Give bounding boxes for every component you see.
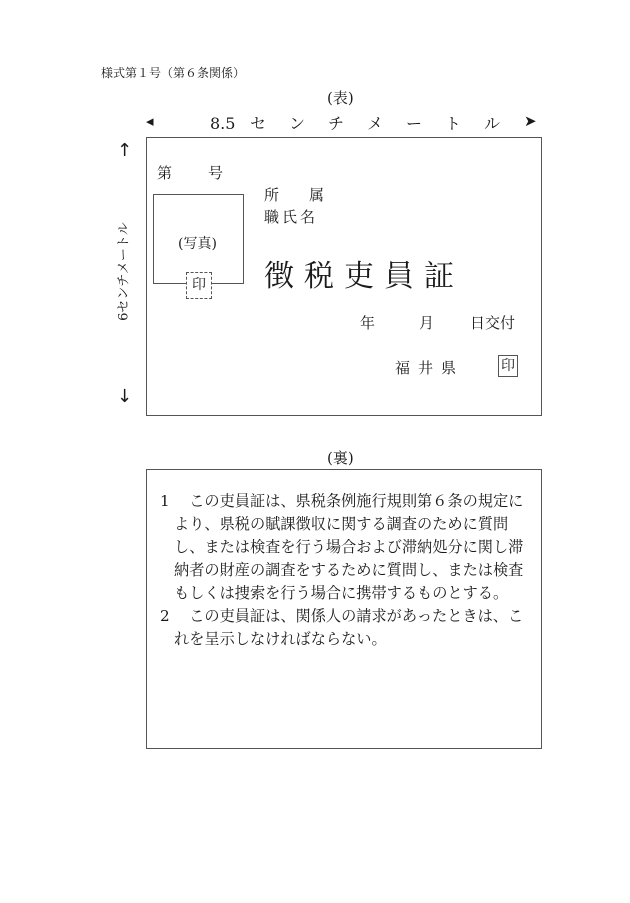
issue-month: 月 — [419, 314, 435, 332]
affiliation-a: 所 — [264, 186, 280, 204]
id-go: 号 — [208, 164, 224, 182]
front-heading: (表) — [327, 89, 354, 107]
issuer-stamp-seal: 印 — [498, 355, 518, 377]
arrow-up-icon: ↑ — [117, 140, 133, 161]
width-char: ー — [406, 114, 423, 133]
id-dai: 第 — [157, 164, 173, 182]
form-number: 様式第１号（第６条関係） — [101, 66, 246, 80]
width-char: セ — [250, 114, 267, 133]
id-number — [157, 162, 223, 183]
affiliation-b: 属 — [309, 186, 325, 204]
clause-item — [160, 490, 530, 605]
width-label — [210, 111, 500, 134]
arrow-down-icon: ↓ — [117, 386, 133, 407]
height-label: 6センチメートル — [116, 222, 132, 321]
issue-day: 日交付 — [470, 314, 516, 332]
clause-item — [160, 605, 530, 651]
width-char: ン — [289, 114, 306, 133]
photo-stamp-seal: 印 — [186, 272, 212, 299]
photo-label: (写真) — [178, 236, 217, 252]
clause-number: 2 — [160, 607, 170, 625]
width-char: メ — [367, 114, 384, 133]
back-heading: (裏) — [327, 449, 354, 467]
width-char: チ — [328, 114, 345, 133]
issuer: 福井県 — [395, 359, 465, 377]
issue-year: 年 — [360, 314, 376, 332]
clause-list — [160, 490, 530, 651]
clause-text: この吏員証は、県税条例施行規則第６条の規定により、県税の賦課徴収に関する調査のために質問し、または検査を行う場合および滞納処分に関し滞納者の財産の調査をするために質問し、または検査もしくは捜索を行う場合に携帯するものとする。 — [174, 492, 524, 602]
card-title: 徴税吏員証 — [264, 259, 464, 294]
width-char: ト — [445, 114, 462, 133]
width-char: ル — [484, 114, 501, 133]
clause-text: この吏員証は、関係人の請求があったときは、これを呈示しなければならない。 — [174, 607, 524, 648]
arrow-right-icon: ➤ — [524, 112, 537, 130]
arrow-left-icon: ◂ — [146, 112, 154, 130]
clause-number: 1 — [160, 492, 170, 510]
issue-date — [360, 312, 515, 333]
affiliation-label — [264, 184, 324, 205]
width-char: 8.5 — [210, 114, 236, 133]
name-label: 職氏名 — [264, 208, 319, 226]
